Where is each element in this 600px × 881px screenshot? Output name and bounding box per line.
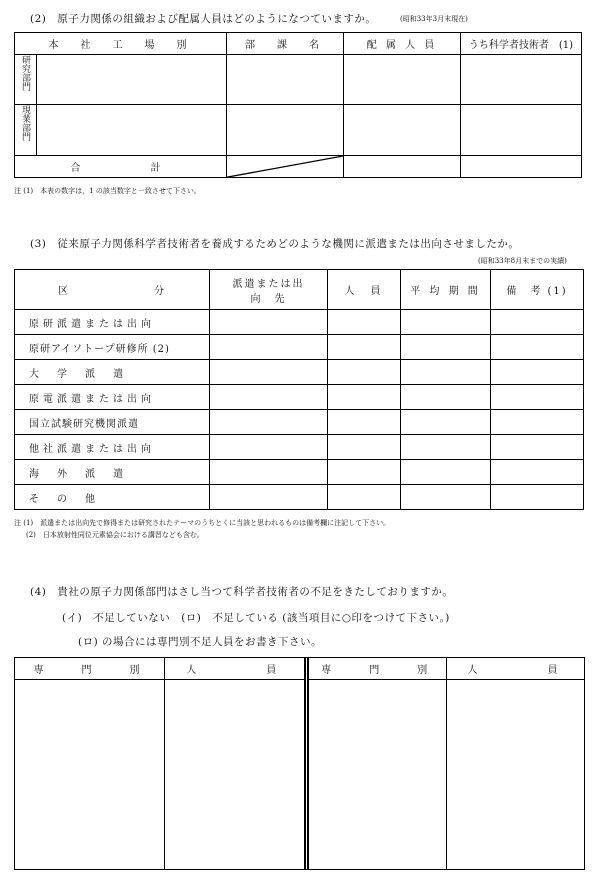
table-cell[interactable] xyxy=(401,435,491,460)
table-cell[interactable] xyxy=(491,460,584,485)
shortage-header-staff-1: 人 員 xyxy=(165,658,305,680)
dispatch-row-label: 他社派遣または出向 xyxy=(15,435,210,460)
table-cell[interactable] xyxy=(401,310,491,335)
table-cell[interactable] xyxy=(328,460,401,485)
table-cell[interactable] xyxy=(491,335,584,360)
dispatch-row-label: 大 学 派 遣 xyxy=(15,360,210,385)
table-cell[interactable] xyxy=(344,105,461,155)
table-cell[interactable] xyxy=(210,435,328,460)
table-cell[interactable] xyxy=(165,680,305,870)
table-cell[interactable] xyxy=(210,360,328,385)
dispatch-table xyxy=(14,269,584,510)
dispatch-header-destination: 派遣または出 向 先 xyxy=(210,270,328,310)
table-cell[interactable] xyxy=(447,680,585,870)
table-cell[interactable] xyxy=(401,460,491,485)
total-label: 合 計 xyxy=(15,155,227,177)
table-cell[interactable] xyxy=(210,335,328,360)
org-header-staff: 配 属 人 員 xyxy=(344,33,461,55)
organization-table xyxy=(14,32,582,178)
table-cell[interactable] xyxy=(328,485,401,510)
section4-instruction: (ロ) の場合には専門別不足人員をお書き下さい。 xyxy=(78,636,323,648)
table-cell[interactable] xyxy=(491,385,584,410)
table-cell[interactable] xyxy=(461,55,582,105)
org-header-scientists: うち科学者技術者 (1) xyxy=(461,33,582,55)
table-cell[interactable] xyxy=(328,385,401,410)
row-label-operations: 現業部門 xyxy=(15,105,37,155)
table-cell[interactable] xyxy=(491,410,584,435)
table-cell[interactable] xyxy=(328,410,401,435)
shortage-header-field-1: 専 門 別 xyxy=(15,658,165,680)
table-cell[interactable] xyxy=(308,680,447,870)
table-cell[interactable] xyxy=(344,55,461,105)
table-cell[interactable] xyxy=(401,360,491,385)
dispatch-header-period: 平 均 期 間 xyxy=(401,270,491,310)
section2-date: (昭和33年3月末現在) xyxy=(400,15,468,23)
table-cell[interactable] xyxy=(15,680,165,870)
table-cell[interactable] xyxy=(344,155,461,177)
table-cell[interactable] xyxy=(210,460,328,485)
section3-note-1: 注 (1) 派遣または出向先で修得または研究されたテーマのうちとくに当該と思われるものは備考欄に注記して下さい。 xyxy=(14,519,391,527)
section3-title: (3) 従来原子力関係科学者技術者を養成するためどのような機関に派遣または出向させましたか。 xyxy=(30,238,520,250)
table-cell[interactable] xyxy=(461,155,582,177)
table-cell[interactable] xyxy=(210,385,328,410)
table-cell[interactable] xyxy=(37,105,227,155)
section4-options: (イ) 不足していない (ロ) 不足している (該当項目に○印をつけて下さい。) xyxy=(62,612,450,624)
section4-title: (4) 貴社の原子力関係部門はさし当つて科学者技術者の不足をきたしておりますか。 xyxy=(30,586,454,598)
shortage-header-field-2: 専 門 別 xyxy=(308,658,447,680)
table-cell[interactable] xyxy=(227,55,344,105)
table-cell[interactable] xyxy=(491,485,584,510)
table-cell[interactable] xyxy=(328,335,401,360)
row-label-research: 研究部門 xyxy=(15,55,37,105)
table-cell[interactable] xyxy=(328,310,401,335)
table-cell[interactable] xyxy=(491,310,584,335)
org-header-branch: 本 社 工 場 別 xyxy=(15,33,227,55)
table-cell[interactable] xyxy=(210,485,328,510)
dispatch-row-label: そ の 他 xyxy=(15,485,210,510)
table-cell[interactable] xyxy=(37,55,227,105)
total-department-crossed xyxy=(227,155,344,177)
shortage-header-staff-2: 人 員 xyxy=(447,658,585,680)
dispatch-row-label: 原研アイソトープ研修所 (2) xyxy=(15,335,210,360)
section3-date: (昭和33年8月末までの実績) xyxy=(478,257,567,265)
table-cell[interactable] xyxy=(227,105,344,155)
table-cell[interactable] xyxy=(401,335,491,360)
dispatch-row-label: 海 外 派 遣 xyxy=(15,460,210,485)
table-cell[interactable] xyxy=(401,410,491,435)
diagonal-line xyxy=(227,156,343,177)
dispatch-header-remarks: 備 考 (1) xyxy=(491,270,584,310)
section3-note-2: (2) 日本放射性同位元素協会における講習なども含む。 xyxy=(26,531,204,539)
dispatch-row-label: 国立試験研究機関派遣 xyxy=(15,410,210,435)
table-cell[interactable] xyxy=(328,360,401,385)
table-cell[interactable] xyxy=(210,410,328,435)
table-cell[interactable] xyxy=(401,385,491,410)
table-cell[interactable] xyxy=(461,105,582,155)
dispatch-header-category: 区 分 xyxy=(15,270,210,310)
dispatch-header-staff: 人 員 xyxy=(328,270,401,310)
section2-note: 注 (1) 本表の数字は，1 の該当数字と一致させて下さい。 xyxy=(14,187,201,195)
table-cell[interactable] xyxy=(491,360,584,385)
dispatch-row-label: 原研派遣または出向 xyxy=(15,310,210,335)
org-header-department: 部 課 名 xyxy=(227,33,344,55)
table-cell[interactable] xyxy=(210,310,328,335)
table-cell[interactable] xyxy=(491,435,584,460)
dispatch-row-label: 原電派遣または出向 xyxy=(15,385,210,410)
shortage-table xyxy=(14,657,585,870)
table-cell[interactable] xyxy=(328,435,401,460)
section2-title: (2) 原子力関係の組織および配属人員はどのようになつていますか。 xyxy=(30,13,377,25)
table-cell[interactable] xyxy=(401,485,491,510)
